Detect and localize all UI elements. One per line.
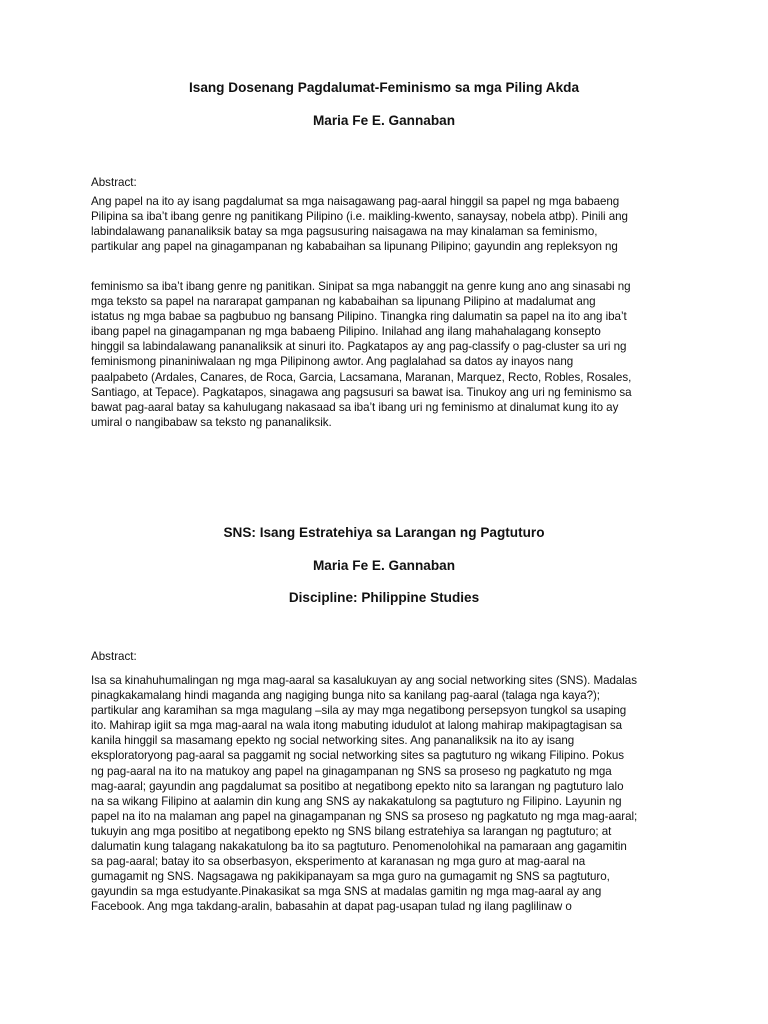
text-line: feminismo sa iba’t ibang genre ng panitikan. Sinipat sa mga nabanggit na genre kung ano ang sinasabi ng <box>91 280 631 293</box>
text-line: gumagamit ng SNS. Nagsagawa ng pakikipanayam sa mga guro na gumagamit ng SNS sa pagtuturo, <box>91 870 610 884</box>
text-line: umiral o nangibabaw sa teksto ng pananaliksik. <box>91 415 332 429</box>
paper2-abstract-paragraph <box>91 673 691 915</box>
text-line: feminismong pinaniniwalaan ng mga Pilipinong awtor. Ang paglalahad sa datos ay inayos nang <box>91 355 574 369</box>
paper2-author: Maria Fe E. Gannaban <box>312 558 456 573</box>
text-line: Santiago, at Tepace). Pagkatapos, sinagawa ang pagsusuri sa bawat isa. Tinukoy ang uri ng feminismo sa <box>91 385 632 399</box>
text-line: papel na ito na malaman ang papel na ginagampanan ng SNS sa proseso ng pagkatuto ng mga mag-aaral; <box>91 809 638 823</box>
paper1-abstract-paragraph-1 <box>91 194 691 254</box>
text-line: kanila hinggil sa masamang epekto ng social networking sites. Ang pananaliksik na ito ay isang <box>91 734 575 748</box>
paper1-abstract-label: Abstract: <box>91 176 137 189</box>
text-line: partikular ang karamihan sa mga magulang –sila ay may mga negatibong persepsyon tungkol sa usaping <box>91 704 627 718</box>
text-line: paalpabeto (Ardales, Canares, de Roca, Garcia, Lacsamana, Maranan, Marquez, Recto, Robles, Rosales, <box>91 370 632 384</box>
text-line: Pilipina sa iba’t ibang genre ng panitikang Pilipino (i.e. maikling-kwento, sanaysay, nobela atbp). Pinili ang <box>91 210 628 224</box>
paper1-title: Isang Dosenang Pagdalumat-Feminismo sa mga Piling Akda <box>188 80 580 95</box>
text-line: hinggil sa labindalawang pananaliksik at sinuri ito. Pagkatapos ay ang pag-classify o pag-cluster sa uri ng <box>91 340 627 354</box>
text-line: Facebook. Ang mga takdang-aralin, babasahin at dapat pag-usapan tulad ng ilang paglilinaw o <box>91 900 572 914</box>
text-line: mag-aaral; gayundin ang pagdalumat sa positibo at negatibong epekto nito sa larangan ng pagtuturo lalo <box>91 779 624 793</box>
text-line: istatus ng mga babae sa pagbubuo ng bansang Pilipino. Tinangka ring dalumatin sa papel na ito ang iba’t <box>91 310 627 324</box>
paper2-abstract-label: Abstract: <box>91 650 137 663</box>
text-line: sa pag-aaral; batay ito sa obserbasyon, eksperimento at karanasan ng mga guro at mag-aaral na <box>91 855 586 869</box>
paper2-discipline: Discipline: Philippine Studies <box>288 590 480 605</box>
text-line: Ang papel na ito ay isang pagdalumat sa mga naisagawang pag-aaral hinggil sa papel ng mga babaeng <box>91 195 620 208</box>
text-line: partikular ang papel na ginagampanan ng kababaihan sa lipunang Pilipino; gayundin ang repleksyon ng <box>91 240 618 254</box>
text-line: na sa wikang Filipino at aalamin din kung ang SNS ay nakakatulong sa pagtuturo ng Filipino. Layunin ng <box>91 794 622 808</box>
paper2-title: SNS: Isang Estratehiya sa Larangan ng Pagtuturo <box>223 525 545 540</box>
text-line: labindalawang pananaliksik batay sa mga pagsusuring naisagawa na may kinalaman sa feminismo, <box>91 225 598 239</box>
text-line: ng pag-aaral na ito na matukoy ang papel na ginagampanan ng SNS sa proseso ng pagkatuto ng mga <box>91 764 612 778</box>
text-line: ibang papel na ginagampanan ng mga babaeng Pilipino. Inilahad ang ilang mahahalagang konsepto <box>91 325 601 339</box>
text-line: Isa sa kinahuhumalingan ng mga mag-aaral sa kasalukuyan ay ang social networking sites (SNS). Madalas <box>91 674 637 687</box>
text-line: dalumatin kung talagang nakakatulong ba ito sa pagtuturo. Penomenolohikal na pamaraan ang gagamitin <box>91 840 627 854</box>
text-line: mga teksto sa papel na nararapat gampanan ng kababaihan sa lipunang Pilipino at madalumat ang <box>91 295 596 309</box>
paper1-author: Maria Fe E. Gannaban <box>312 113 456 128</box>
text-line: eksploratoryong pag-aaral sa paggamit ng social networking sites sa pagtuturo ng wikang Filipino. Pokus <box>91 749 624 763</box>
paper1-abstract-paragraph-2 <box>91 279 691 430</box>
text-line: bawat pag-aaral batay sa kahulugang nakasaad sa iba’t ibang uri ng feminismo at dinalumat kung ito ay <box>91 400 619 414</box>
text-line: pinagkakamalang hindi maganda ang nagiging bunga nito sa kanilang pag-aaral (talaga nga kaya?); <box>91 689 600 703</box>
text-line: ito. Mahirap igiit sa mga mag-aaral na wala itong mabuting idudulot at lalong mahirap makipagtagisan sa <box>91 719 623 733</box>
text-line: gayundin sa mga estudyante.Pinakasikat sa mga SNS at madalas gamitin ng mga mag-aaral ay ang <box>91 885 602 899</box>
text-line: tukuyin ang mga positibo at negatibong epekto ng SNS bilang estratehiya sa larangan ng pagtuturo; at <box>91 824 612 838</box>
